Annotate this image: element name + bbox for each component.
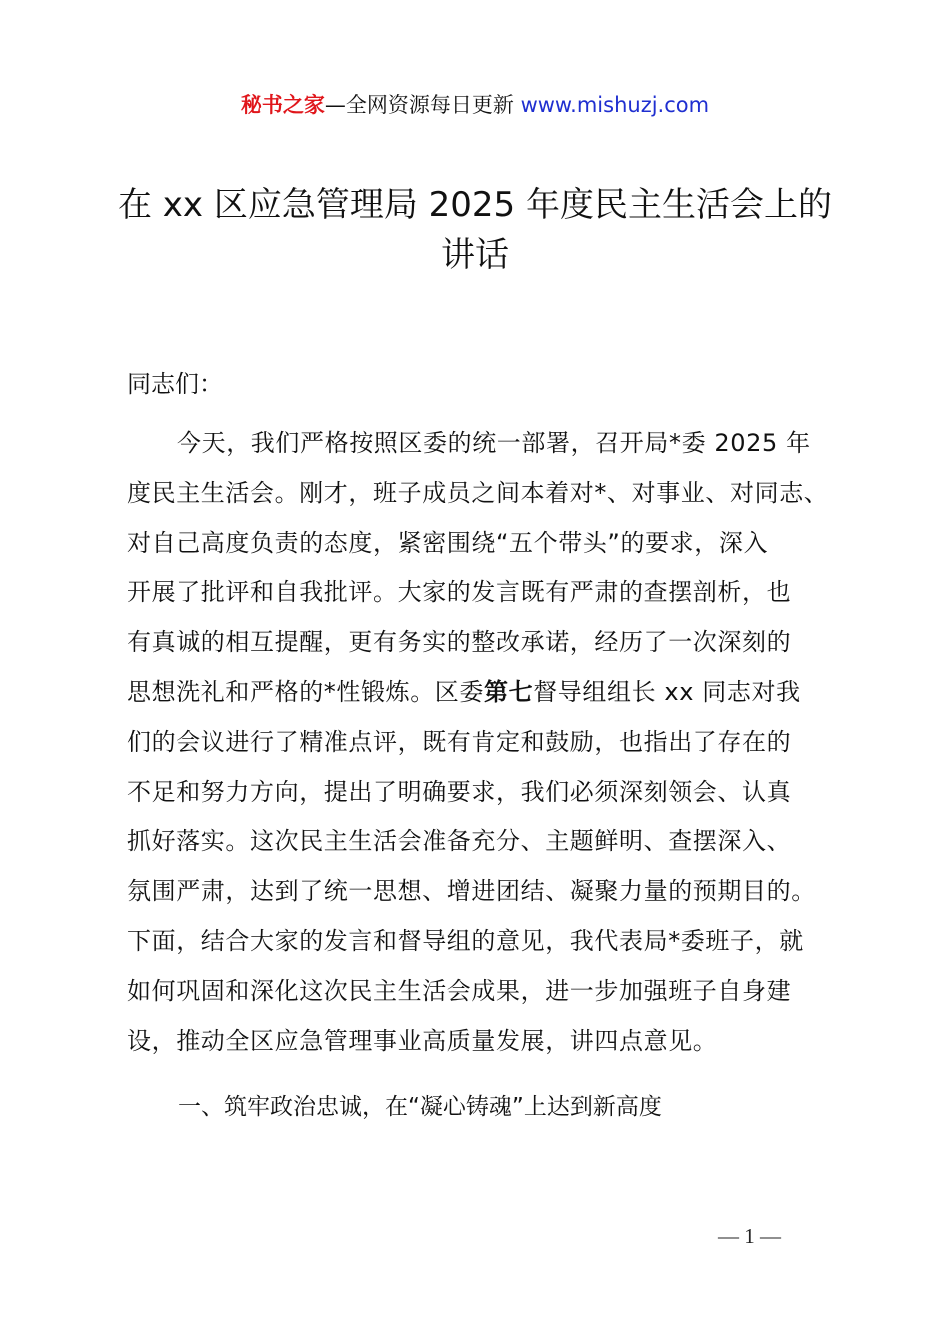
body-paragraph [127,425,847,1072]
site-url-link[interactable]: www.mishuzj.com [520,93,710,117]
paragraph-line [127,674,847,724]
paragraph-line: 度民主生活会。刚才，班子成员之间本着对*、对事业、对同志、 [127,478,829,507]
text-segment: 督导组组长 xx 同志对我 [533,677,801,706]
paragraph-line: 不足和努力方向，提出了明确要求，我们必须深刻领会、认真 [127,777,792,806]
paragraph-line: 下面，结合大家的发言和督导组的意见，我代表局*委班子，就 [127,926,804,955]
text-segment: 思想洗礼和严格的*性锻炼。区委 [127,677,484,706]
paragraph-line: 有真诚的相互提醒，更有务实的整改承诺，经历了一次深刻的 [127,628,792,657]
header-tagline: —全网资源每日更新 [324,93,521,117]
paragraph-line: 们的会议进行了精准点评，既有肯定和鼓励，也指出了存在的 [127,727,792,756]
title-line-1: 在 xx 区应急管理局 2025 年度民主生活会上的 [118,185,832,225]
paragraph-line: 对自己高度负责的态度，紧密围绕“五个带头”的要求，深入 [127,528,769,557]
bold-text-segment: 第七 [484,677,534,706]
paragraph-line: 设，推动全区应急管理事业高质量发展，讲四点意见。 [127,1026,718,1055]
paragraph-line: 今天，我们严格按照区委的统一部署，召开局*委 2025 年 [177,429,811,457]
paragraph-line: 如何巩固和深化这次民主生活会成果，进一步加强班子自身建 [127,976,792,1005]
brand-name: 秘书之家 [240,93,325,117]
page-number: — 1 — [718,1224,781,1248]
paragraph-line: 开展了批评和自我批评。大家的发言既有严肃的查摆剖析，也 [127,578,792,607]
greeting: 同志们： [127,370,223,398]
document-title [0,180,950,280]
section-heading: 一、筑牢政治忠诚，在“凝心铸魂”上达到新高度 [178,1094,662,1120]
paragraph-line: 氛围严肃，达到了统一思想、增进团结、凝聚力量的预期目的。 [127,877,816,906]
site-header [0,89,950,119]
title-line-2: 讲话 [441,235,509,275]
paragraph-line: 抓好落实。这次民主生活会准备充分、主题鲜明、查摆深入、 [127,827,792,856]
